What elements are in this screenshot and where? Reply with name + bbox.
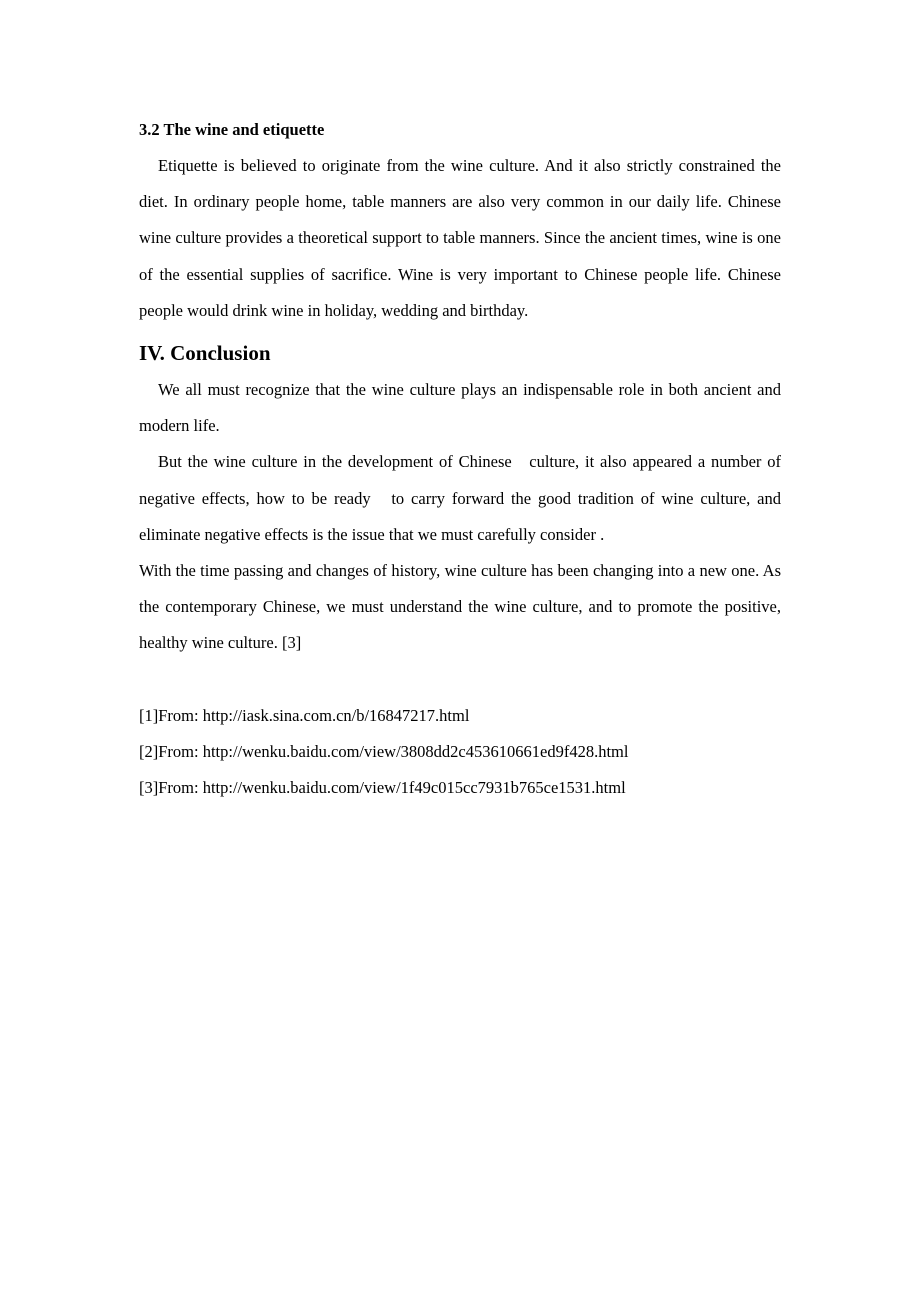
reference-item-2: [2]From: http://wenku.baidu.com/view/3808dd2c453610661ed9f428.html bbox=[139, 741, 629, 761]
conclusion-paragraph-1: We all must recognize that the wine culture plays an indispensable role in both ancient and modern life. bbox=[139, 380, 781, 436]
section-paragraph: Etiquette is believed to originate from the wine culture. And it also strictly constrained the diet. In ordinary people home, table manners are also very common in our daily life. Chinese wine culture provides a theoretical support to table manners. Since the ancient times, wine is one of the essential supplies of sacrifice. Wine is very important to Chinese people life. Chinese people would drink wine in holiday, wedding and birthday. bbox=[139, 156, 781, 320]
spacer bbox=[139, 662, 781, 698]
section-heading: 3.2 The wine and etiquette bbox=[139, 120, 325, 139]
references-list bbox=[139, 698, 781, 807]
conclusion-heading: IV. Conclusion bbox=[139, 341, 271, 366]
reference-item-1: [1]From: http://iask.sina.com.cn/b/16847217.html bbox=[139, 705, 470, 725]
conclusion-paragraph-3: With the time passing and changes of history, wine culture has been changing into a new one. As the contemporary Chinese, we must understand the wine culture, and to promote the positive, healthy wine culture. [3] bbox=[139, 561, 781, 653]
conclusion-paragraph-2: But the wine culture in the development of Chinese culture, it also appeared a number of negative effects, how to be ready to carry forward the good tradition of wine culture, and eliminate negative effects is the issue that we must carefully consider . bbox=[139, 452, 781, 544]
reference-item-3: [3]From: http://wenku.baidu.com/view/1f49c015cc7931b765ce1531.html bbox=[139, 778, 626, 798]
page-content bbox=[139, 112, 781, 806]
